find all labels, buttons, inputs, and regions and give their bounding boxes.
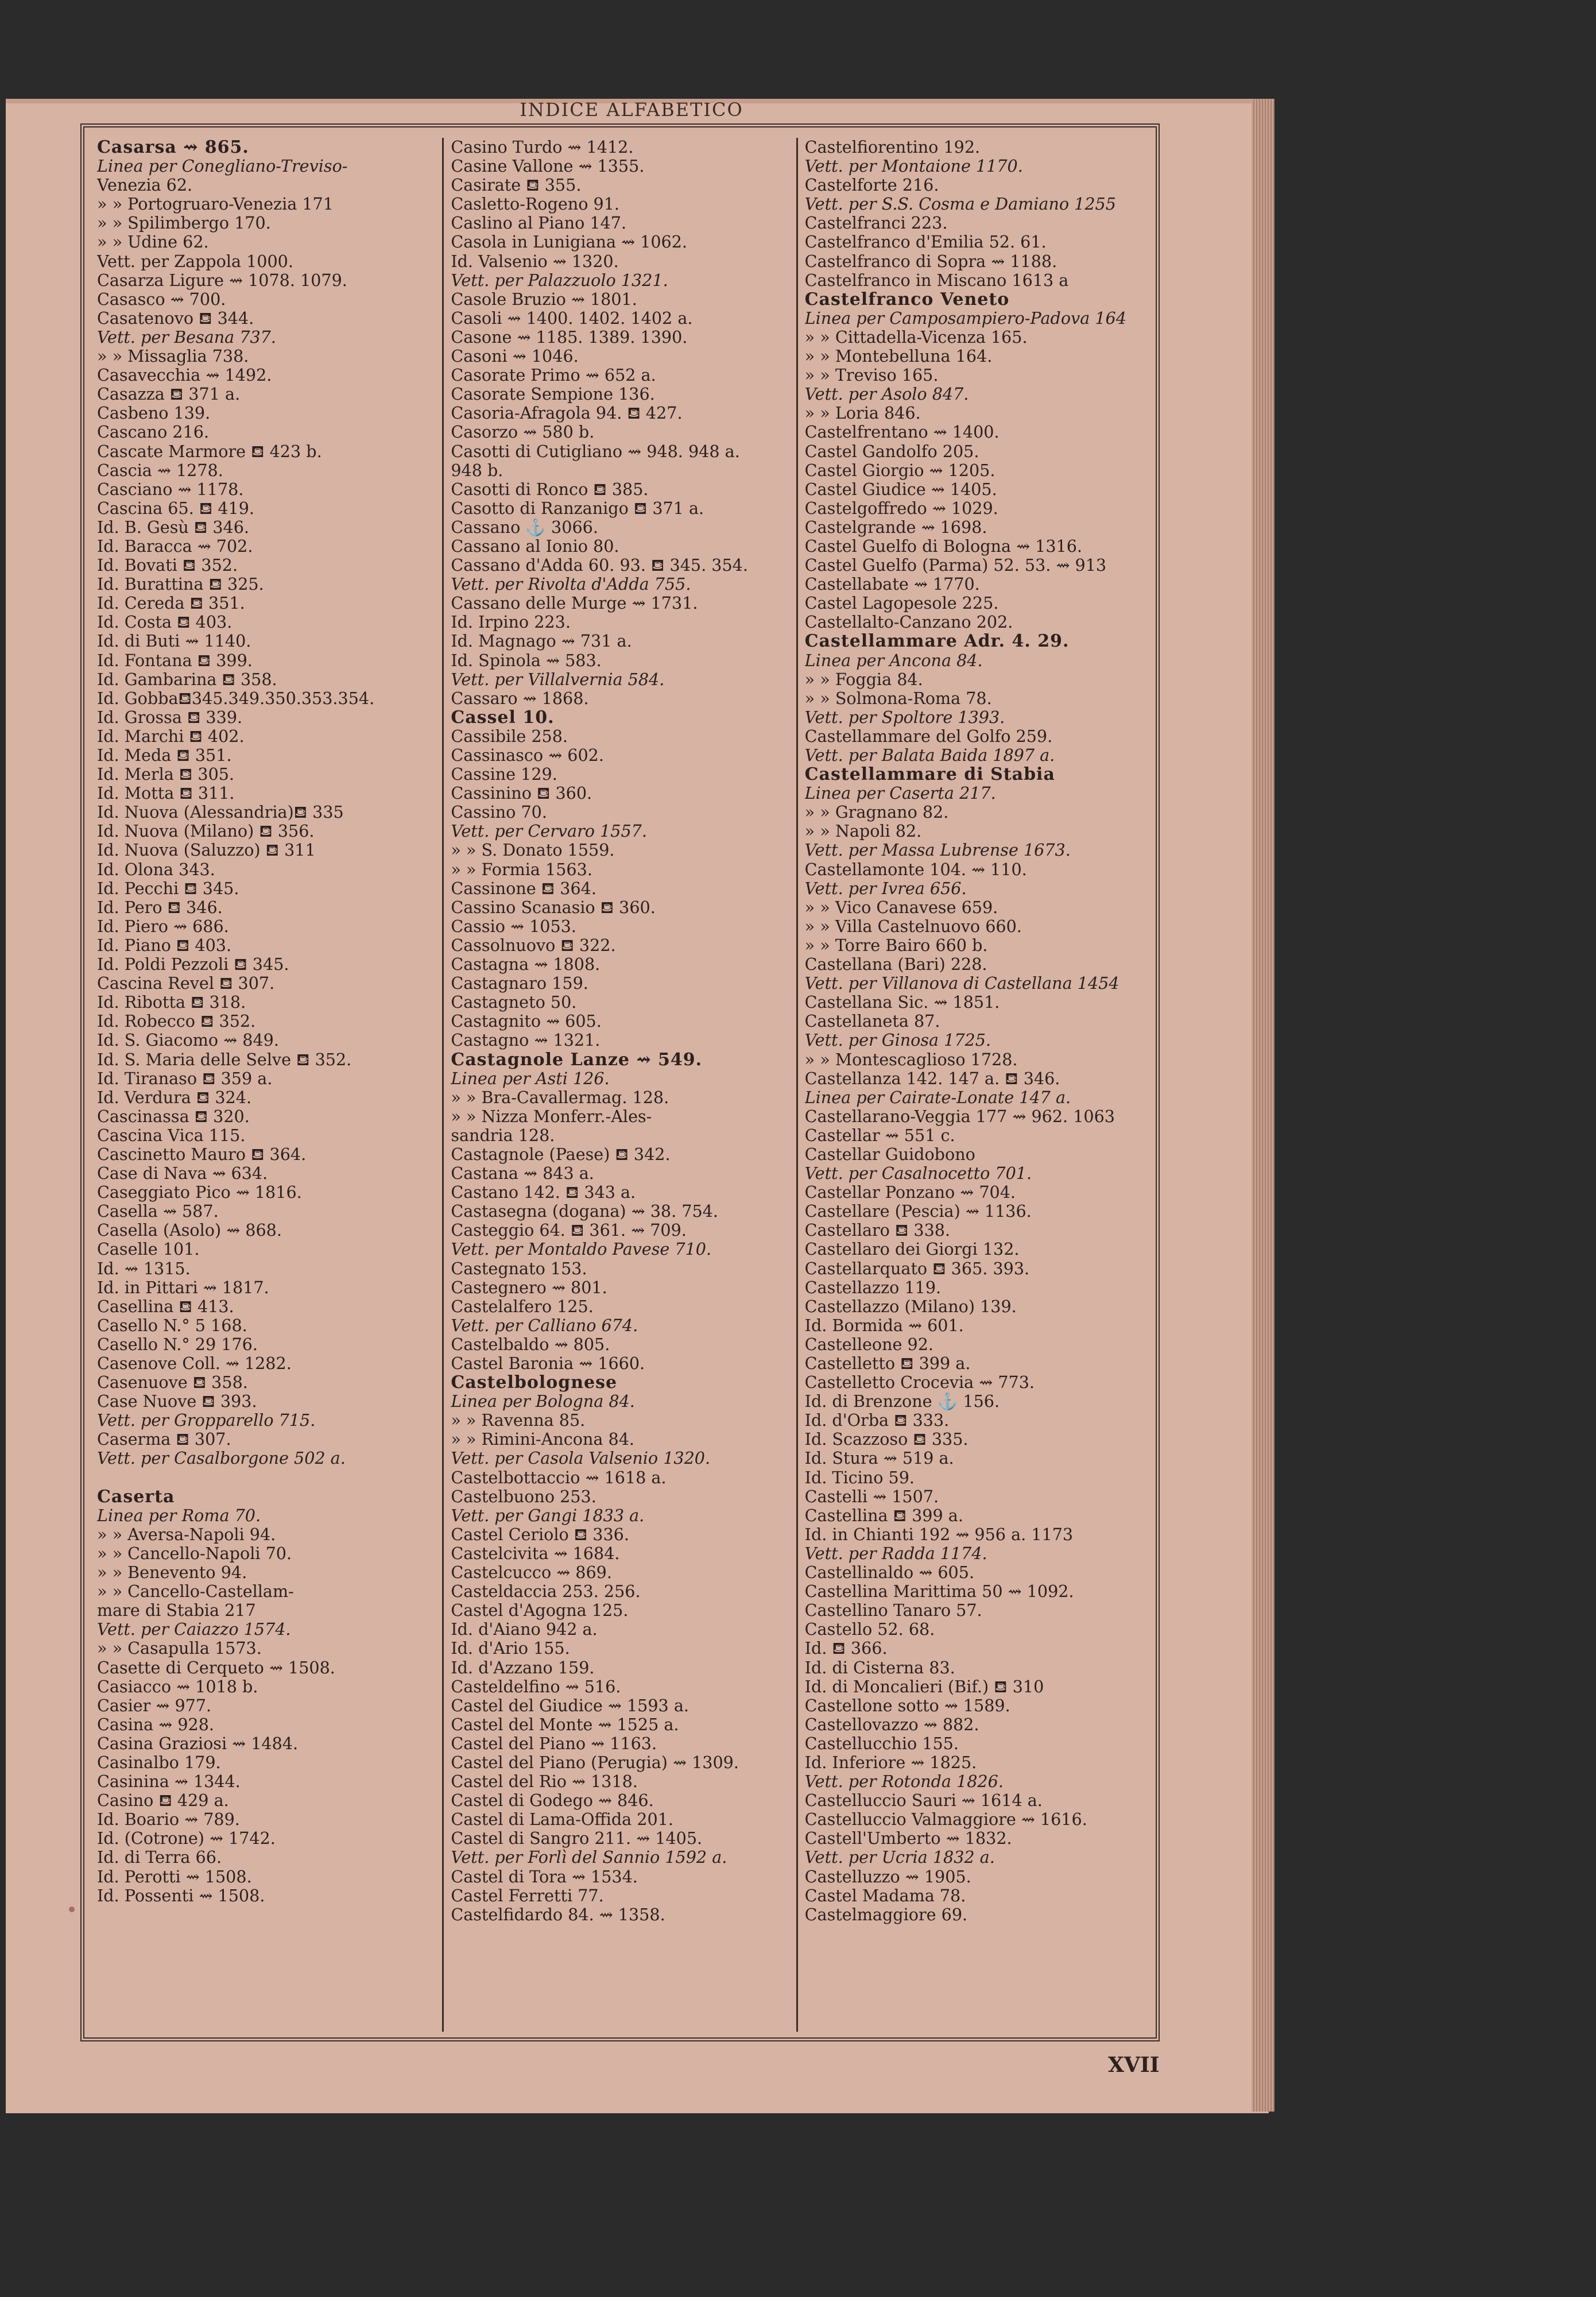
index-entry: Castelfranci 223.: [804, 214, 948, 233]
index-entry: Id. d'Aiano 942 a.: [451, 1620, 598, 1639]
index-entry: Vett. per Forlì del Sannio 1592 a.: [451, 1848, 727, 1867]
index-entry: Cascina Vica 115.: [97, 1126, 246, 1145]
index-entry: Id. S. Maria delle Selve ⛾ 352.: [97, 1050, 352, 1069]
index-entry: Id. Burattina ⛾ 325.: [97, 575, 264, 594]
index-entry: Castagneto 50.: [451, 993, 577, 1012]
index-entry: Castano 142. ⛾ 343 a.: [451, 1183, 636, 1202]
index-entry: Casotti di Cutigliano ⇝ 948. 948 a.: [451, 442, 740, 461]
index-entry: » » Vico Canavese 659.: [804, 898, 998, 917]
index-entry: Castelalfero 125.: [451, 1297, 594, 1316]
index-entry: Caserma ⛾ 307.: [97, 1430, 231, 1449]
index-entry: Id. Inferiore ⇝ 1825.: [804, 1753, 977, 1772]
index-entry: Castagnole (Paese) ⛾ 342.: [451, 1144, 671, 1164]
index-entry: Casina ⇝ 928.: [97, 1715, 215, 1734]
index-entry: Caslino al Piano 147.: [451, 214, 627, 233]
index-entry: Castel di Tora ⇝ 1534.: [451, 1867, 638, 1886]
index-entry: Cassibile 258.: [451, 726, 568, 746]
index-entry: Vett. per Calliano 674.: [451, 1316, 638, 1335]
index-entry: Castellone sotto ⇝ 1589.: [804, 1696, 1010, 1715]
index-entry: » » Benevento 94.: [97, 1563, 247, 1583]
index-entry: Id. Pero ⛾ 346.: [97, 898, 223, 917]
index-entry: Casinina ⇝ 1344.: [97, 1772, 241, 1792]
index-entry: Id. Fontana ⛾ 399.: [97, 651, 253, 670]
index-entry: Id. Grossa ⛾ 339.: [97, 707, 243, 727]
index-entry: Id. Tiranaso ⛾ 359 a.: [97, 1069, 273, 1088]
index-entry: Castel Madama 78.: [804, 1886, 966, 1905]
index-entry: Casoli ⇝ 1400. 1402. 1402 a.: [451, 308, 693, 328]
index-entry: Id. Bovati ⛾ 352.: [97, 556, 238, 575]
index-entry: Vett. per Villanova di Castellana 1454: [804, 974, 1119, 993]
index-entry: Linea per Roma 70.: [97, 1506, 261, 1525]
index-entry: Castasegna (dogana) ⇝ 38. 754.: [451, 1202, 718, 1221]
index-entry: Casino ⛾ 429 a.: [97, 1791, 229, 1811]
index-entry: Vett. per Massa Lubrense 1673.: [804, 841, 1071, 860]
index-entry: mare di Stabia 217: [97, 1601, 256, 1621]
index-entry: Casorate Primo ⇝ 652 a.: [451, 366, 656, 385]
index-entry: » » Cancello-Castellam-: [97, 1582, 294, 1602]
index-entry: Casteldelfino ⇝ 516.: [451, 1677, 621, 1696]
index-entry: » » Cancello-Napoli 70.: [97, 1544, 292, 1563]
index-entry: Casenuove ⛾ 358.: [97, 1373, 248, 1393]
index-entry: Casellina ⛾ 413.: [97, 1297, 234, 1316]
index-entry: Castel Ceriolo ⛾ 336.: [451, 1525, 629, 1544]
index-entry: Castagnole Lanze ⇝ 549.: [451, 1050, 703, 1069]
index-entry: [97, 1468, 435, 1487]
index-entry: Id. di Buti ⇝ 1140.: [97, 632, 251, 651]
index-entry: Vett. per Palazzuolo 1321.: [451, 270, 668, 290]
index-entry: Castel del Piano (Perugia) ⇝ 1309.: [451, 1753, 739, 1772]
index-entry: Vett. per Besana 737.: [97, 327, 276, 347]
index-entry: Casella (Asolo) ⇝ 868.: [97, 1221, 282, 1240]
index-entry: Castelgoffredo ⇝ 1029.: [804, 498, 998, 518]
index-entry: Castegnero ⇝ 801.: [451, 1278, 607, 1297]
index-entry: Id. ⛾ 366.: [804, 1639, 888, 1658]
index-entry: » » Formia 1563.: [451, 860, 592, 879]
index-entry: Casino Turdo ⇝ 1412.: [451, 138, 634, 157]
index-entry: Cassinino ⛾ 360.: [451, 784, 592, 803]
paper-mark: [69, 1907, 75, 1912]
index-entry: Castelforte 216.: [804, 176, 939, 195]
index-entry: Cascano 216.: [97, 423, 210, 442]
index-entry: Id. in Chianti 192 ⇝ 956 a. 1173: [804, 1525, 1074, 1544]
index-entry: Cassolnuovo ⛾ 322.: [451, 935, 616, 955]
index-entry: Castegnato 153.: [451, 1259, 587, 1278]
index-entry: Id. Olona 343.: [97, 860, 215, 879]
index-column-3: [796, 138, 1150, 2032]
index-entry: Casola in Lunigiana ⇝ 1062.: [451, 233, 687, 252]
index-entry: Casoria-Afragola 94. ⛾ 427.: [451, 404, 683, 423]
index-entry: Cassinasco ⇝ 602.: [451, 746, 604, 765]
index-entry: Id. in Pittari ⇝ 1817.: [97, 1278, 269, 1297]
index-entry: Castellammare del Golfo 259.: [804, 726, 1053, 746]
index-entry: » » Villa Castelnuovo 660.: [804, 917, 1022, 936]
index-entry: Linea per Ancona 84.: [804, 651, 983, 670]
index-entry: Vett. per Gangi 1833 a.: [451, 1506, 645, 1525]
page-number: XVII: [1108, 2053, 1160, 2077]
index-entry: Id. di Brenzone ⚓ 156.: [804, 1392, 1000, 1412]
index-entry: Castellar Ponzano ⇝ 704.: [804, 1183, 1016, 1202]
index-entry: Castellina Marittima 50 ⇝ 1092.: [804, 1582, 1074, 1602]
index-entry: Cassinone ⛾ 364.: [451, 879, 596, 898]
index-entry: Cascia ⇝ 1278.: [97, 461, 223, 480]
index-entry: Castellovazzo ⇝ 882.: [804, 1715, 979, 1734]
index-entry: Castelluccio Valmaggiore ⇝ 1616.: [804, 1810, 1087, 1830]
index-entry: » » Treviso 165.: [804, 366, 939, 385]
index-entry: » » Missaglia 738.: [97, 347, 249, 366]
index-entry: Id. Robecco ⛾ 352.: [97, 1012, 256, 1031]
index-entry: Castagna ⇝ 1808.: [451, 955, 601, 975]
index-entry: Castelfiorentino 192.: [804, 138, 981, 157]
index-entry: Castel del Monte ⇝ 1525 a.: [451, 1715, 679, 1734]
index-entry: Vett. per Radda 1174.: [804, 1544, 987, 1563]
index-entry: Castelbuono 253.: [451, 1487, 596, 1506]
index-entry: Vett. per Rivolta d'Adda 755.: [451, 575, 691, 594]
index-entry: Castel di Godego ⇝ 846.: [451, 1791, 654, 1811]
index-entry: Castellinaldo ⇝ 605.: [804, 1563, 975, 1583]
index-entry: Id. Bormida ⇝ 601.: [804, 1316, 964, 1335]
index-entry: Castellabate ⇝ 1770.: [804, 575, 980, 594]
index-entry: Castelgrande ⇝ 1698.: [804, 517, 987, 537]
index-entry: Castel Baronia ⇝ 1660.: [451, 1354, 645, 1373]
index-entry: Casella ⇝ 587.: [97, 1202, 219, 1221]
index-entry: Id. Piero ⇝ 686.: [97, 917, 229, 936]
index-entry: Castellaro ⛾ 338.: [804, 1221, 951, 1240]
index-entry: Id. Scazzoso ⛾ 335.: [804, 1430, 969, 1449]
index-entry: Id. di Cisterna 83.: [804, 1658, 955, 1677]
index-entry: » » Montescaglioso 1728.: [804, 1050, 1018, 1069]
index-entry: Linea per Asti 126.: [451, 1069, 610, 1088]
index-entry: Casenove Coll. ⇝ 1282.: [97, 1354, 292, 1373]
page-stack-edge: [1252, 99, 1275, 2112]
index-entry: Id. Perotti ⇝ 1508.: [97, 1867, 252, 1886]
index-entry: » » Bra-Cavallermag. 128.: [451, 1088, 669, 1107]
index-entry: Caseggiato Pico ⇝ 1816.: [97, 1183, 302, 1202]
index-entry: Id. Cereda ⛾ 351.: [97, 594, 245, 613]
index-entry: » » Casapulla 1573.: [97, 1639, 262, 1658]
index-entry: » » Udine 62.: [97, 233, 209, 252]
index-entry: Castel Gandolfo 205.: [804, 442, 979, 461]
index-entry: Id. (Cotrone) ⇝ 1742.: [97, 1829, 276, 1849]
index-entry: Cascina 65. ⛾ 419.: [97, 498, 254, 518]
index-entry: Vett. per Casalnocetto 701.: [804, 1164, 1032, 1184]
index-entry: Castellar ⇝ 551 c.: [804, 1126, 955, 1145]
index-entry: » » Solmona-Roma 78.: [804, 689, 992, 708]
index-entry: Linea per Camposampiero-Padova 164: [804, 308, 1126, 328]
index-entry: » » Loria 846.: [804, 404, 921, 423]
index-entry: » » Montebelluna 164.: [804, 347, 993, 366]
index-entry: Castel del Piano ⇝ 1163.: [451, 1734, 657, 1753]
index-entry: Casette di Cerqueto ⇝ 1508.: [97, 1658, 335, 1677]
index-entry: Id. Ribotta ⛾ 318.: [97, 993, 246, 1012]
index-entry: Castel di Sangro 211. ⇝ 1405.: [451, 1829, 703, 1849]
index-entry: Id. Valsenio ⇝ 1320.: [451, 252, 619, 271]
index-entry: Castelletto Crocevia ⇝ 773.: [804, 1373, 1035, 1393]
index-entry: Id. Magnago ⇝ 731 a.: [451, 632, 632, 651]
index-entry: Castel del Giudice ⇝ 1593 a.: [451, 1696, 689, 1715]
index-entry: Cassine 129.: [451, 765, 557, 784]
index-entry: Cassano delle Murge ⇝ 1731.: [451, 594, 698, 613]
index-entry: » » Rimini-Ancona 84.: [451, 1430, 634, 1449]
index-entry: Linea per Cairate-Lonate 147 a.: [804, 1088, 1071, 1107]
index-entry: Id. Motta ⛾ 311.: [97, 784, 235, 803]
index-entry: Castana ⇝ 843 a.: [451, 1164, 594, 1184]
index-column-2: [442, 138, 796, 2032]
index-entry: Casasco ⇝ 700.: [97, 289, 226, 309]
index-entry: Castelfidardo 84. ⇝ 1358.: [451, 1905, 665, 1924]
index-entry: » » Portogruaro-Venezia 171: [97, 195, 334, 214]
index-entry: » » Ravenna 85.: [451, 1411, 586, 1430]
index-entry: Castagnaro 159.: [451, 974, 588, 993]
index-entry: Id. Nuova (Milano) ⛾ 356.: [97, 822, 315, 841]
index-entry: Castelfranco in Miscano 1613 a: [804, 270, 1069, 290]
index-entry: Castellaneta 87.: [804, 1012, 940, 1031]
index-frame: [80, 123, 1160, 2041]
index-entry: Id. Verdura ⛾ 324.: [97, 1088, 252, 1107]
index-entry: Linea per Conegliano-Treviso-: [97, 157, 348, 176]
index-entry: Casazza ⛾ 371 a.: [97, 385, 241, 404]
index-entry: Id. Gobba⛾345.349.350.353.354.: [97, 689, 375, 708]
index-entry: Castellar Guidobono: [804, 1144, 975, 1164]
index-entry: Vett. per Ivrea 656.: [804, 879, 967, 898]
index-entry: Linea per Caserta 217.: [804, 784, 996, 803]
index-entry: Id. di Terra 66.: [97, 1848, 222, 1867]
index-entry: Id. Ticino 59.: [804, 1468, 915, 1487]
index-entry: Case Nuove ⛾ 393.: [97, 1392, 257, 1412]
index-entry: sandria 128.: [451, 1126, 555, 1145]
index-entry: Vett. per Montaldo Pavese 710.: [451, 1240, 712, 1259]
index-entry: Casarza Ligure ⇝ 1078. 1079.: [97, 270, 347, 290]
index-entry: Castellina ⛾ 399 a.: [804, 1506, 963, 1525]
index-entry: Vett. per Asolo 847.: [804, 385, 969, 404]
index-entry: Vett. per Balata Baida 1897 a.: [804, 746, 1055, 765]
index-entry: Vett. per Villalvernia 584.: [451, 670, 665, 689]
index-entry: Id. Marchi ⛾ 402.: [97, 726, 245, 746]
index-entry: Vett. per Casalborgone 502 a.: [97, 1449, 346, 1468]
index-entry: Id. B. Gesù ⛾ 346.: [97, 517, 250, 537]
index-entry: Casorate Sempione 136.: [451, 385, 655, 404]
index-entry: Id. Pecchi ⛾ 345.: [97, 879, 239, 898]
index-entry: Cascina Revel ⛾ 307.: [97, 974, 275, 993]
index-entry: Id. Baracca ⇝ 702.: [97, 536, 253, 556]
index-entry: Id. Possenti ⇝ 1508.: [97, 1886, 265, 1905]
index-entry: Vett. per Rotonda 1826.: [804, 1772, 1004, 1792]
index-entry: Castelcucco ⇝ 869.: [451, 1563, 612, 1583]
index-entry: Castelfranco d'Emilia 52. 61.: [804, 233, 1047, 252]
index-entry: Castelbottaccio ⇝ 1618 a.: [451, 1468, 667, 1487]
index-entry: Cassano d'Adda 60. 93. ⛾ 345. 354.: [451, 556, 748, 575]
index-entry: Casorzo ⇝ 580 b.: [451, 423, 595, 442]
index-entry: Id. Nuova (Saluzzo) ⛾ 311: [97, 841, 316, 860]
index-entry: Castello 52. 68.: [804, 1620, 935, 1639]
index-entry: Id. d'Orba ⛾ 333.: [804, 1411, 950, 1430]
index-entry: Castellamonte 104. ⇝ 110.: [804, 860, 1027, 879]
index-entry: Castel Lagopesole 225.: [804, 594, 999, 613]
index-entry: Id. Stura ⇝ 519 a.: [804, 1449, 954, 1468]
index-entry: Caserta: [97, 1487, 175, 1506]
index-entry: Vett. per Ucria 1832 a.: [804, 1848, 995, 1867]
index-entry: Casone ⇝ 1185. 1389. 1390.: [451, 327, 688, 347]
index-entry: Casciano ⇝ 1178.: [97, 479, 244, 499]
index-entry: Castelmaggiore 69.: [804, 1905, 968, 1924]
index-entry: Castellaro dei Giorgi 132.: [804, 1240, 1020, 1259]
index-entry: Castellarquato ⛾ 365. 393.: [804, 1259, 1030, 1278]
index-entry: Castel di Lama-Offida 201.: [451, 1810, 673, 1830]
index-entry: Id. Spinola ⇝ 583.: [451, 651, 602, 670]
index-entry: Castelli ⇝ 1507.: [804, 1487, 939, 1506]
index-entry: Id. di Moncalieri (Bif.) ⛾ 310: [804, 1677, 1044, 1696]
index-entry: Castelluccio Sauri ⇝ 1614 a.: [804, 1791, 1043, 1811]
index-entry: Castellarano-Veggia 177 ⇝ 962. 1063: [804, 1107, 1115, 1126]
index-entry: Casteldaccia 253. 256.: [451, 1582, 641, 1602]
index-entry: Castel Giudice ⇝ 1405.: [804, 479, 997, 499]
index-entry: Casiacco ⇝ 1018 b.: [97, 1677, 258, 1696]
index-entry: Casletto-Rogeno 91.: [451, 195, 620, 214]
index-entry: Castellammare Adr. 4. 29.: [804, 632, 1070, 651]
index-entry: Id. Nuova (Alessandria)⛾ 335: [97, 803, 344, 822]
index-entry: Casello N.° 5 168.: [97, 1316, 247, 1335]
index-entry: Vett. per Montaione 1170.: [804, 157, 1023, 176]
index-entry: Id. d'Azzano 159.: [451, 1658, 595, 1677]
index-entry: Id. Meda ⛾ 351.: [97, 746, 232, 765]
index-entry: Casole Bruzio ⇝ 1801.: [451, 289, 637, 309]
index-entry: Vett. per Zappola 1000.: [97, 252, 293, 271]
index-entry: Castelfranco di Sopra ⇝ 1188.: [804, 252, 1057, 271]
index-entry: Cascate Marmore ⛾ 423 b.: [97, 442, 322, 461]
index-entry: Castellazzo (Milano) 139.: [804, 1297, 1017, 1316]
index-column-1: [90, 138, 442, 2032]
index-entry: Castelbaldo ⇝ 805.: [451, 1335, 610, 1354]
index-entry: Id. Poldi Pezzoli ⛾ 345.: [97, 955, 289, 975]
index-entry: Vett. per Caiazzo 1574.: [97, 1620, 291, 1639]
index-entry: Castellana Sic. ⇝ 1851.: [804, 993, 1000, 1012]
index-entry: Castel Ferretti 77.: [451, 1886, 604, 1905]
index-entry: Id. S. Giacomo ⇝ 849.: [97, 1031, 279, 1050]
index-entry: Casavecchia ⇝ 1492.: [97, 366, 272, 385]
index-entry: Vett. per S.S. Cosma e Damiano 1255: [804, 195, 1116, 214]
index-entry: Castel Giorgio ⇝ 1205.: [804, 461, 995, 480]
index-entry: Castellammare di Stabia: [804, 765, 1055, 784]
index-entry: Vett. per Cervaro 1557.: [451, 822, 647, 841]
index-entry: Id. Piano ⛾ 403.: [97, 935, 232, 955]
index-entry: Id. ⇝ 1315.: [97, 1259, 191, 1278]
index-entry: Castelfrentano ⇝ 1400.: [804, 423, 1000, 442]
index-entry: » » S. Donato 1559.: [451, 841, 615, 860]
index-entry: Cassio ⇝ 1053.: [451, 917, 576, 936]
index-entry: Venezia 62.: [97, 176, 193, 195]
index-entry: 948 b.: [451, 461, 503, 480]
index-entry: Id. Costa ⛾ 403.: [97, 613, 233, 632]
index-entry: Castelleone 92.: [804, 1335, 933, 1354]
index-entry: Casier ⇝ 977.: [97, 1696, 212, 1715]
index-entry: Casoni ⇝ 1046.: [451, 347, 579, 366]
index-entry: Caselle 101.: [97, 1240, 200, 1259]
index-entry: Castel del Rio ⇝ 1318.: [451, 1772, 638, 1792]
index-entry: Vett. per Gropparello 715.: [97, 1411, 316, 1430]
index-entry: Cascinetto Mauro ⛾ 364.: [97, 1144, 307, 1164]
index-entry: » » Torre Bairo 660 b.: [804, 935, 988, 955]
index-entry: Castellana (Bari) 228.: [804, 955, 987, 975]
index-entry: » » Gragnano 82.: [804, 803, 949, 822]
index-entry: » » Foggia 84.: [804, 670, 923, 689]
index-entry: Id. Gambarina ⛾ 358.: [97, 670, 277, 689]
index-entry: Cassel 10.: [451, 707, 555, 727]
index-entry: Castelfranco Veneto: [804, 289, 1010, 309]
index-entry: Linea per Bologna 84.: [451, 1392, 635, 1412]
index-entry: Casatenovo ⛾ 344.: [97, 308, 254, 328]
index-entry: Castel Guelfo (Parma) 52. 53. ⇝ 913: [804, 556, 1107, 575]
index-entry: Id. Merla ⛾ 305.: [97, 765, 235, 784]
index-entry: » » Spilimbergo 170.: [97, 214, 271, 233]
index-entry: Castellazzo 119.: [804, 1278, 942, 1297]
index-entry: Case di Nava ⇝ 634.: [97, 1164, 268, 1184]
index-entry: Castelluzzo ⇝ 1905.: [804, 1867, 971, 1886]
index-entry: Casbeno 139.: [97, 404, 211, 423]
index-entry: Cascinassa ⛾ 320.: [97, 1107, 250, 1126]
index-entry: Id. d'Ario 155.: [451, 1639, 570, 1658]
index-entry: Vett. per Casola Valsenio 1320.: [451, 1449, 711, 1468]
index-entry: Id. Boario ⇝ 789.: [97, 1810, 240, 1830]
index-entry: Cassano al Ionio 80.: [451, 536, 619, 556]
index-entry: Vett. per Ginosa 1725.: [804, 1031, 991, 1050]
index-entry: Cassano ⚓ 3066.: [451, 517, 598, 537]
index-entry: Id. Irpino 223.: [451, 613, 571, 632]
index-entry: Cassaro ⇝ 1868.: [451, 689, 589, 708]
index-entry: Castellanza 142. 147 a. ⛾ 346.: [804, 1069, 1060, 1088]
index-entry: Vett. per Spoltore 1393.: [804, 707, 1005, 727]
index-entry: Casello N.° 29 176.: [97, 1335, 258, 1354]
index-entry: Casinalbo 179.: [97, 1753, 221, 1772]
index-entry: Castellare (Pescia) ⇝ 1136.: [804, 1202, 1032, 1221]
index-entry: » » Cittadella-Vicenza 165.: [804, 327, 1028, 347]
index-entry: » » Nizza Monferr.-Ales-: [451, 1107, 652, 1126]
index-entry: Castelbolognese: [451, 1373, 618, 1393]
index-entry: Cassino 70.: [451, 803, 547, 822]
index-entry: Castagno ⇝ 1321.: [451, 1031, 601, 1050]
index-entry: » » Aversa-Napoli 94.: [97, 1525, 276, 1544]
index-entry: Casarsa ⇝ 865.: [97, 138, 249, 157]
index-entry: Castell'Umberto ⇝ 1832.: [804, 1829, 1012, 1849]
index-entry: Casotti di Ronco ⛾ 385.: [451, 479, 649, 499]
index-entry: Castellino Tanaro 57.: [804, 1601, 982, 1621]
page-title: INDICE ALFABETICO: [520, 99, 743, 121]
index-entry: Casirate ⛾ 355.: [451, 176, 582, 195]
index-entry: Casine Vallone ⇝ 1355.: [451, 157, 645, 176]
index-entry: » » Napoli 82.: [804, 822, 922, 841]
index-entry: Cassino Scanasio ⛾ 360.: [451, 898, 656, 917]
index-entry: Castellalto-Canzano 202.: [804, 613, 1013, 632]
index-entry: Casotto di Ranzanigo ⛾ 371 a.: [451, 498, 704, 518]
index-entry: Casina Graziosi ⇝ 1484.: [97, 1734, 299, 1753]
index-entry: Casteggio 64. ⛾ 361. ⇝ 709.: [451, 1221, 687, 1240]
index-entry: Castel d'Agogna 125.: [451, 1601, 629, 1621]
index-entry: Castellucchio 155.: [804, 1734, 959, 1753]
index-entry: Castagnito ⇝ 605.: [451, 1012, 602, 1031]
index-entry: Castelletto ⛾ 399 a.: [804, 1354, 971, 1373]
index-entry: Castel Guelfo di Bologna ⇝ 1316.: [804, 536, 1082, 556]
index-entry: Castelcivita ⇝ 1684.: [451, 1544, 620, 1563]
